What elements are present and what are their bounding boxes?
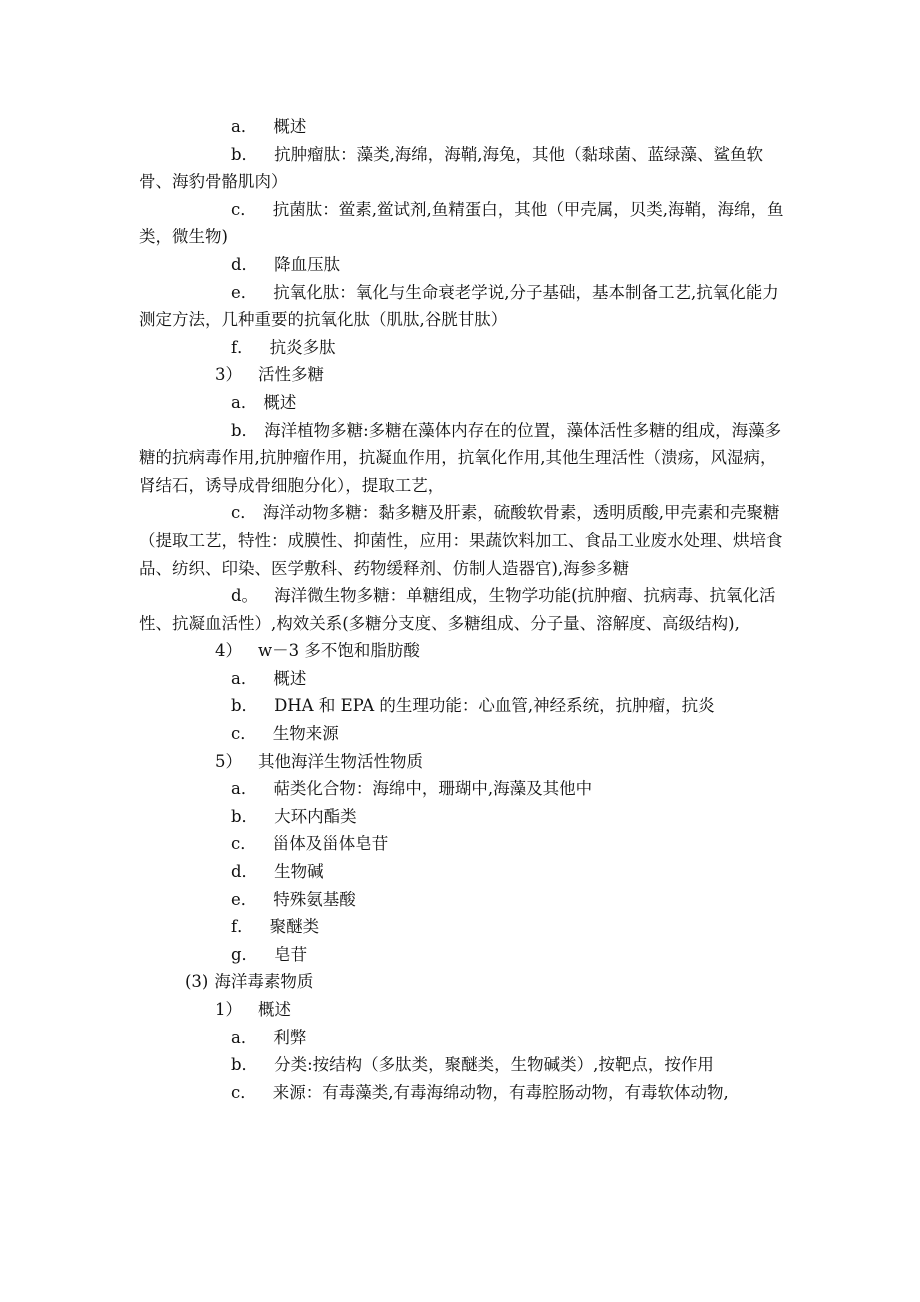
item-text: 降血压肽 [274,254,341,274]
section-number: 3） [215,365,242,385]
section-title: w－3 多不饱和脂肪酸 [258,641,420,661]
item-text: 概述 [273,117,307,136]
item-marker: b． [231,696,259,716]
section-heading [139,361,790,389]
section-number: (3) [185,972,209,992]
list-item [139,830,790,858]
item-text: 甾体及甾体皂苷 [272,834,389,854]
item-marker: d． [231,254,259,274]
section-number: 1） [215,1000,242,1019]
item-text: 概述 [263,392,297,412]
item-text: 抗炎多肽 [269,337,336,357]
item-text: 特殊氨基酸 [273,889,356,909]
list-item [139,720,790,748]
item-text: 分类:按结构（多肽类，聚醚类，生物碱类）,按靶点，按作用 [274,1055,714,1075]
item-text: 抗氧化肽：氧化与生命衰老学说,分子基础，基本制备工艺,抗氧化能力测定方法，几种重要的抗氧化肽（肌肽,谷胱甘肽） [139,282,779,330]
list-item [139,665,790,693]
item-text: 生物碱 [274,862,324,882]
item-text: 来源：有毒藻类,有毒海绵动物，有毒腔肠动物，有毒软体动物, [272,1082,729,1102]
item-marker: d。 [231,586,259,606]
item-marker: a． [231,1027,258,1047]
list-item [139,692,790,720]
item-marker: f． [231,917,254,937]
item-marker: f． [231,337,254,357]
item-text: 概述 [273,668,307,688]
section-title: 其他海洋生物活性物质 [258,751,423,771]
item-text: 抗菌肽：鲎素,鲎试剂,鱼精蛋白，其他（甲壳属，贝类,海鞘，海绵，鱼类，微生物) [139,199,784,247]
section-heading [139,637,790,665]
list-item [139,775,790,803]
list-item [139,886,790,914]
section-number: 5） [215,751,242,771]
list-item [139,499,790,582]
list-item [139,941,790,969]
document-body [139,113,790,1106]
list-item [139,913,790,941]
list-item [139,1024,790,1052]
list-item [139,1079,790,1107]
list-item [139,251,790,279]
item-marker: a． [231,392,258,412]
section-title: 活性多糖 [258,365,324,385]
list-item [139,582,790,637]
list-item [139,389,790,417]
section-number: 4） [215,641,242,661]
list-item [139,279,790,334]
item-marker: c． [231,199,257,219]
section-heading [139,968,790,996]
item-marker: b． [231,144,259,164]
item-marker: e． [231,282,258,302]
item-text: 海洋植物多糖:多糖在藻体内存在的位置，藻体活性多糖的组成，海藻多糖的抗病毒作用,抗肿瘤作用，抗凝血作用，抗氧化作用,其他生理活性（溃疡，风湿病，肾结石，诱导成骨细胞分化），提取工艺， [139,420,782,495]
section-title: 概述 [258,1000,291,1019]
section-heading [139,996,790,1024]
item-text: 萜类化合物：海绵中，珊瑚中,海藻及其他中 [273,779,593,799]
list-item [139,803,790,831]
item-text: 利弊 [273,1027,307,1047]
item-marker: c． [231,724,257,744]
list-item [139,1051,790,1079]
item-marker: b． [231,1055,259,1075]
item-marker: b． [231,806,259,826]
list-item [139,196,790,251]
list-item [139,113,790,141]
item-marker: b． [231,420,259,440]
list-item [139,334,790,362]
item-text: 大环内酯类 [274,806,357,826]
list-item [139,417,790,500]
item-marker: c． [231,834,257,854]
item-marker: d． [231,862,259,882]
item-text: 生物来源 [272,724,339,744]
item-marker: c． [231,503,257,523]
item-text: 海洋动物多糖：黏多糖及肝素，硫酸软骨素，透明质酸,甲壳素和壳聚糖（提取工艺，特性：成膜性、抑菌性，应用：果蔬饮料加工、食品工业废水处理、烘培食品、纺织、印染、医学敷科、药物缓释剂、仿制人造器官),海参多糖 [139,503,783,578]
item-text: 海洋微生物多糖：单糖组成，生物学功能(抗肿瘤、抗病毒、抗氧化活性、抗凝血活性）,构效关系(多糖分支度、多糖组成、分子量、溶解度、高级结构), [139,586,776,633]
item-marker: g． [231,944,259,964]
item-marker: a． [231,668,258,688]
item-marker: a． [231,117,258,136]
item-marker: c． [231,1082,257,1102]
item-text: 皂苷 [274,944,308,964]
item-marker: e． [231,889,258,909]
section-heading [139,748,790,776]
item-text: 聚醚类 [269,917,320,937]
item-text: DHA 和 EPA 的生理功能：心血管,神经系统，抗肿瘤，抗炎 [274,696,715,716]
list-item [139,141,790,196]
list-item [139,858,790,886]
item-text: 抗肿瘤肽：藻类,海绵，海鞘,海兔，其他（黏球菌、蓝绿藻、鲨鱼软骨、海豹骨骼肌肉） [139,144,764,192]
section-title: 海洋毒素物质 [214,972,314,992]
item-marker: a． [231,779,258,799]
